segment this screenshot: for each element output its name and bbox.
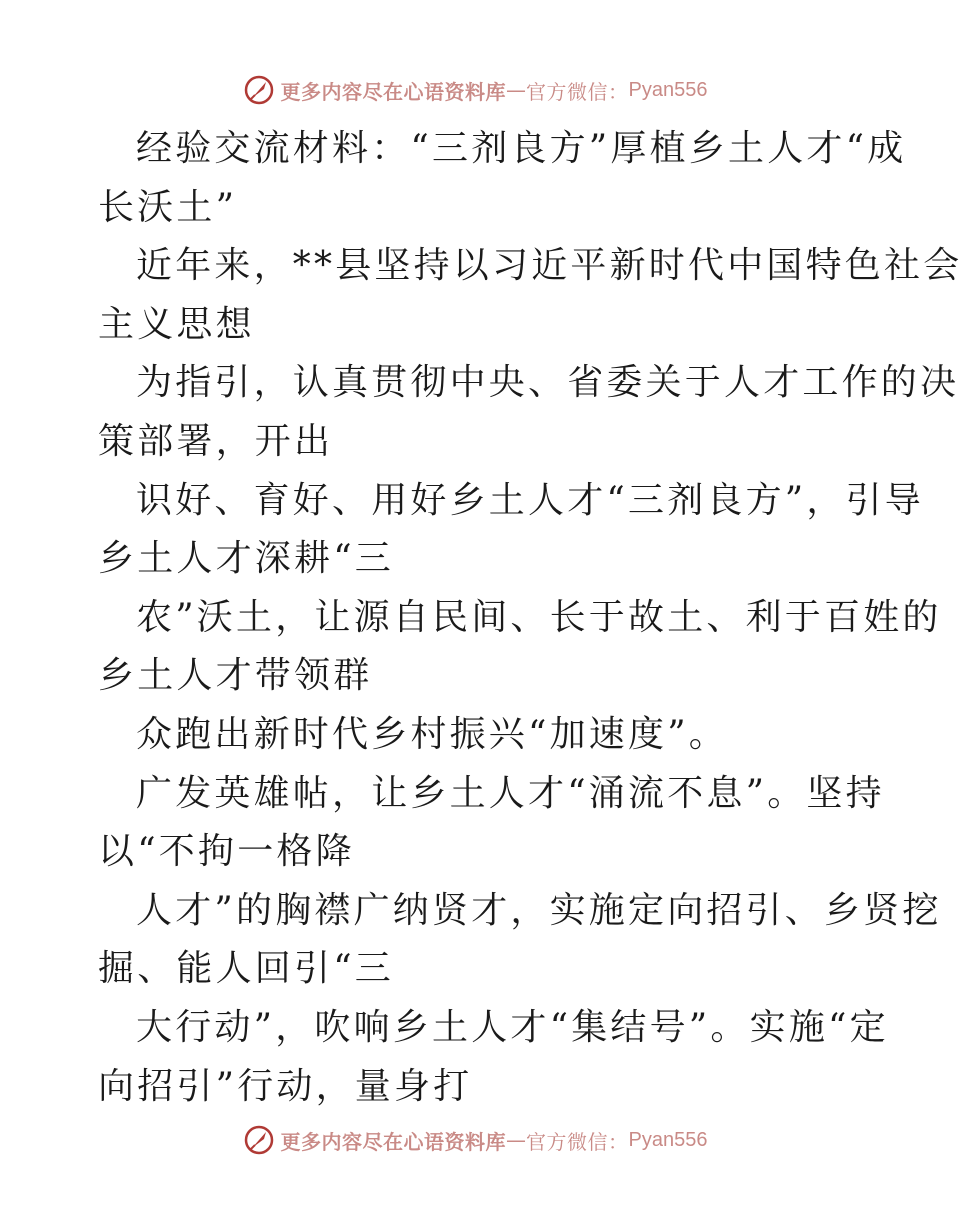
paragraph-line: 掘、能人回引“三 [98,948,395,990]
paragraph-line: 大行动”，吹响乡土人才“集结号”。实施“定 [136,1006,889,1048]
watermark-wechat-label: 官方微信： [526,79,629,104]
document-body [98,120,962,1116]
header-watermark [0,70,950,110]
watermark-brand: 更多内容尽在心语资料库 [280,1129,507,1154]
watermark-wechat-label: 官方微信： [526,1129,629,1154]
title-line-1: 经验交流材料：“三剂良方”厚植乡土人才“成 [136,128,907,169]
paragraph-line: 识好、育好、用好乡土人才“三剂良方”，引导 [136,479,925,521]
title-line-2: 长沃土” [98,186,238,228]
quill-logo-icon [243,1124,275,1156]
paragraph-line: 人才”的胸襟广纳贤才，实施定向招引、乡贤挖 [136,889,942,931]
paragraph-line: 向招引”行动，量身打 [98,1065,473,1107]
watermark-separator: — [506,78,527,102]
watermark-separator: — [506,1128,527,1152]
watermark-wechat-id: Pyan556 [628,78,708,101]
paragraph-line: 乡土人才深耕“三 [98,538,395,580]
paragraph-line: 广发英雄帖，让乡土人才“涌流不息”。坚持 [136,772,885,814]
paragraph-line: 主义思想 [98,303,255,345]
paragraph-line: 乡土人才带领群 [98,655,373,697]
quill-logo-icon [243,74,275,106]
paragraph-line: 策部署，开出 [98,420,334,462]
paragraph-line: 农”沃土，让源自民间、长于故土、利于百姓的 [136,596,942,638]
footer-watermark [0,1120,950,1160]
paragraph-line: 为指引，认真贯彻中央、省委关于人才工作的决 [136,362,960,404]
paragraph-line: 近年来，**县坚持以习近平新时代中国特色社会 [136,245,962,287]
watermark-brand: 更多内容尽在心语资料库 [280,79,507,104]
watermark-wechat-id: Pyan556 [628,1128,708,1151]
paragraph-line: 众跑出新时代乡村振兴“加速度”。 [136,713,729,755]
paragraph-line: 以“不拘一格降 [98,831,355,873]
